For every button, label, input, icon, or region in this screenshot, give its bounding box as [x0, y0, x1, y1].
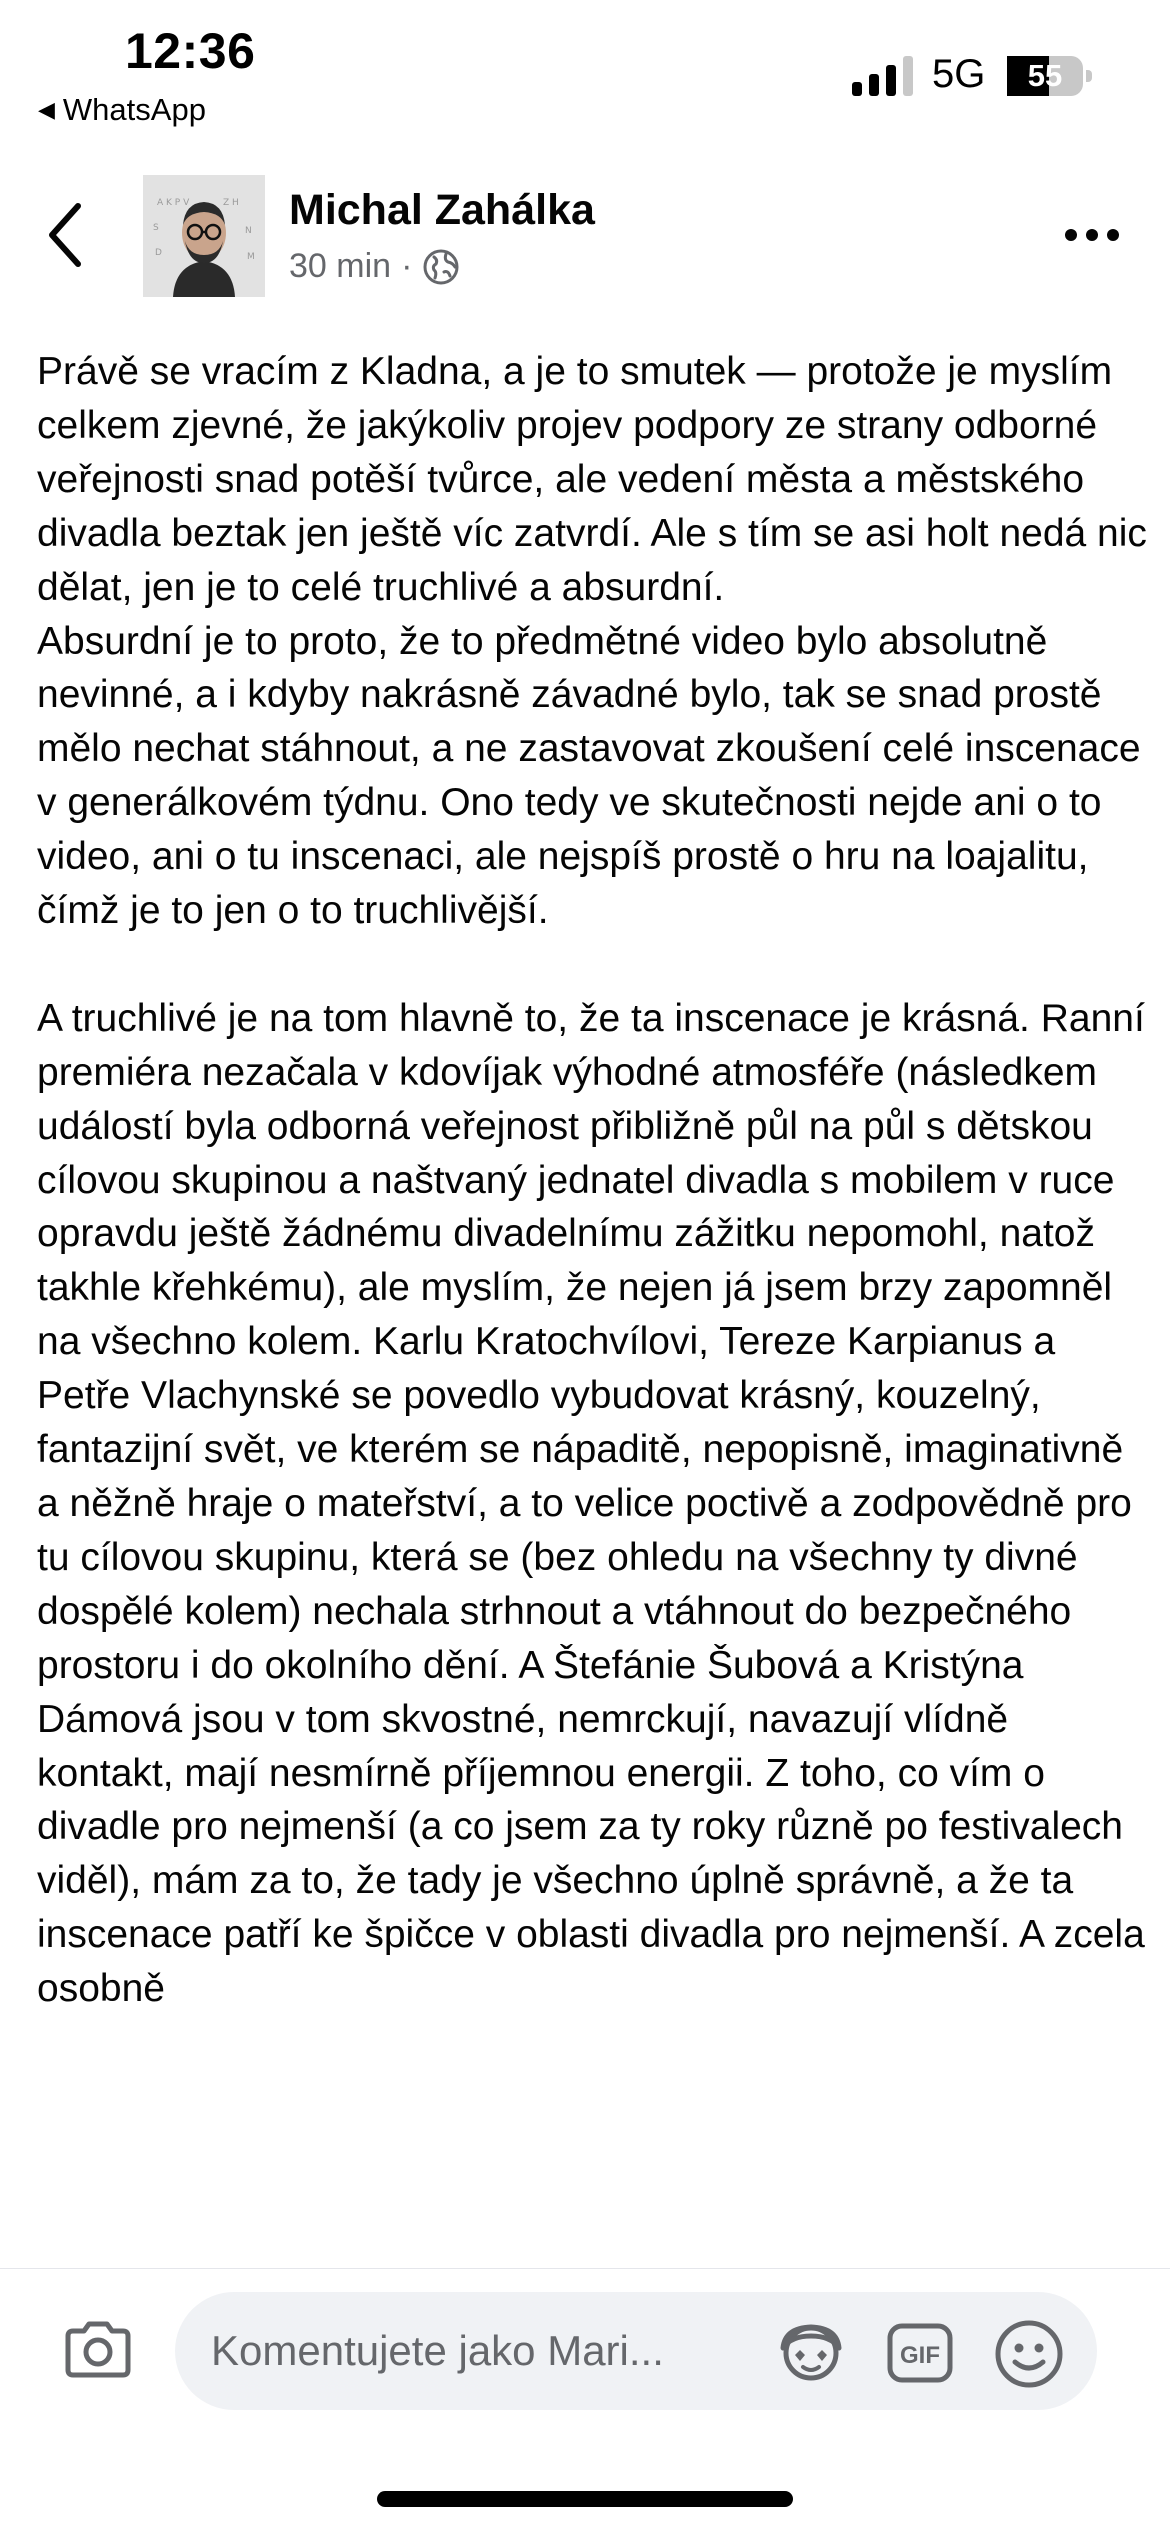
gif-icon[interactable] [886, 2322, 954, 2384]
avatar-sticker-icon[interactable] [775, 2322, 847, 2384]
svg-text:A K P V: A K P V [157, 198, 190, 208]
svg-text:M: M [247, 252, 255, 262]
smile-icon[interactable] [993, 2318, 1065, 2390]
svg-text:S: S [153, 223, 159, 233]
globe-icon [422, 248, 460, 286]
back-to-app-link[interactable] [38, 92, 206, 128]
gif-label: GIF [900, 2342, 940, 2369]
post-time[interactable]: 30 min [289, 247, 392, 285]
post-body [37, 345, 1158, 2270]
post-paragraph-1: Právě se vracím z Kladna, a je to smutek — protože je myslím celkem zjevné, že jakýkoliv projev podpory ze strany odborné veřejnosti snad potěší tvůrce, ale vedení města a městského divadla beztak jen ještě víc zatvrdí. Ale s tím se asi holt nedá nic dělat, jen je to celé truchlivé a absurdní. [37, 350, 1158, 609]
post-meta [289, 247, 460, 286]
author-name[interactable]: Michal Zahálka [289, 186, 595, 234]
back-app-label: WhatsApp [62, 92, 206, 127]
post-paragraph-3: A truchlivé je na tom hlavně to, že ta inscenace je krásná. Ranní premiéra nezačala v kdovíjak výhodné atmosféře (následkem událostí byla odborná veřejnost přibližně půl na půl s dětskou cílovou skupinou a naštvaný jednatel divadla s mobilem v ruce opravdu ještě žádnému divadelnímu zážitku nepomohl, natož takhle křehkému), ale myslím, že nejen já jsem brzy zapomněl na všechno kolem. Karlu Kratochvílovi, Tereze Karpianus a Petře Vlachynské se povedlo vybudovat krásný, kouzelný, fantazijní svět, ve kterém se nápaditě, nepopisně, imaginativně a něžně hraje o mateřství, a to velice poctivě a zodpovědně pro tu cílovou skupinu, která se (bez ohledu na všechny ty divné dospělé kolem) nechala strhnout a vtáhnout do bezpečného prostoru i do okolního dění. A Štefánie Šubová a Kristýna Dámová jsou v tom skvostné, nemrckují, navazují vlídně kontakt, mají nesmírně příjemnou energii. Z toho, co vím o divadle pro nejmenší (a co jsem za ty roky různě po festivalech viděl), mám za to, že tady je všechno úplně správně, a že ta inscenace patří ke špičce v oblasti divadla pro nejmenší. A zcela osobně [37, 996, 1156, 2011]
comment-field[interactable] [175, 2292, 1097, 2410]
avatar[interactable] [143, 175, 265, 297]
more-horizontal-icon[interactable] [1065, 220, 1127, 250]
back-triangle-icon: ◀ [38, 97, 55, 122]
home-indicator[interactable] [377, 2491, 793, 2507]
camera-icon[interactable] [62, 2318, 134, 2380]
battery-percent: 55 [1027, 58, 1063, 93]
post-paragraph-2: Absurdní je to proto, že to předmětné video bylo absolutně nevinné, a i kdyby nakrásně závadné bylo, tak se snad prostě mělo nechat stáhnout, a ne zastavovat zkoušení celé inscenace v generálkovém týdnu. Ono tedy ve skutečnosti nejde ani o to video, ani o tu inscenaci, ale nejspíš prostě o hru na loajalitu, čímž je to jen o to truchlivější. [37, 619, 1152, 933]
status-time: 12:36 [125, 23, 256, 79]
svg-text:N: N [245, 226, 252, 236]
meta-separator: · [401, 247, 413, 285]
network-type: 5G [932, 52, 986, 96]
comment-input[interactable] [211, 2292, 751, 2410]
battery-icon [1007, 56, 1093, 96]
cellular-signal-icon [852, 56, 914, 96]
svg-text:Z H: Z H [223, 198, 239, 208]
svg-text:D: D [155, 248, 162, 258]
chevron-left-icon[interactable] [46, 200, 86, 270]
